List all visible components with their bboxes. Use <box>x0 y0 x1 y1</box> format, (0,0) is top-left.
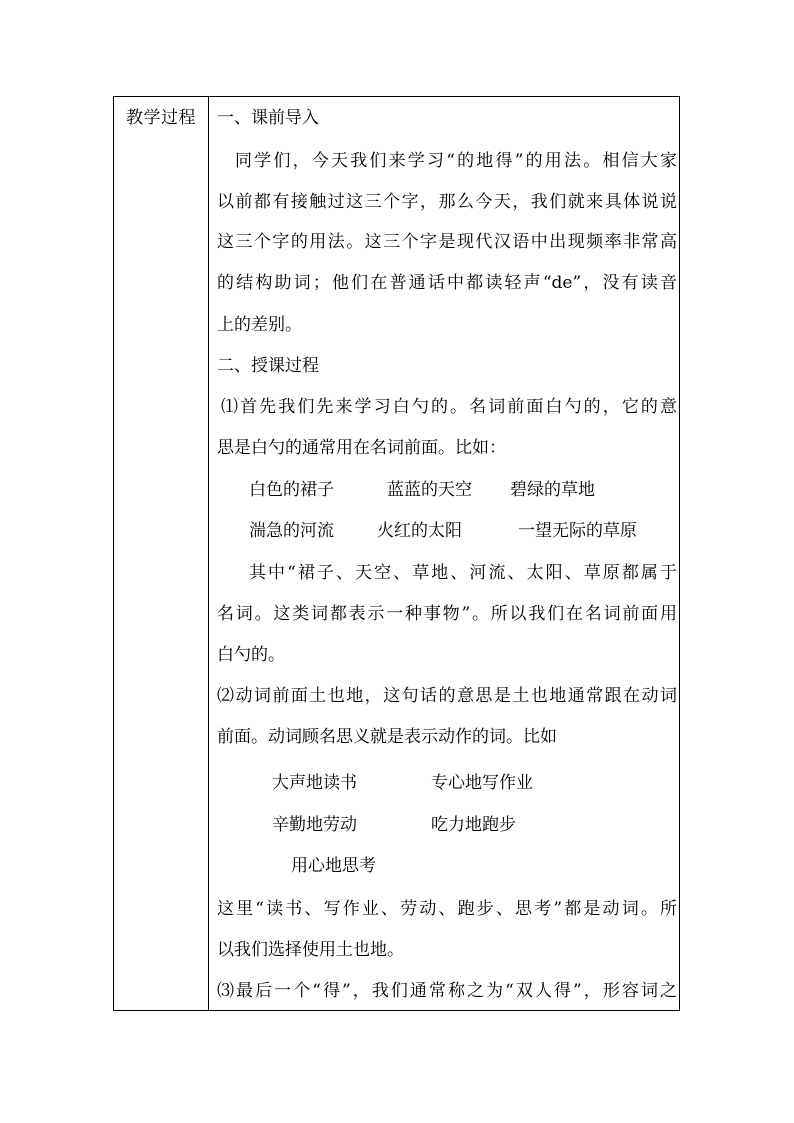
paragraph-line: 上的差别。 <box>217 315 302 335</box>
row-label-teaching-process: 教学过程 <box>126 108 196 128</box>
example-word: 辛勤地劳动 <box>272 815 357 835</box>
paragraph-line: ⑴首先我们先来学习白勺的。名词前面白勺的，它的意 <box>221 397 677 417</box>
section-heading-process: 二、授课过程 <box>217 356 319 376</box>
paragraph-line: 以前都有接触过这三个字，那么今天，我们就来具体说说 <box>217 192 677 212</box>
example-word: 一望无际的草原 <box>518 521 637 541</box>
paragraph-line: 这三个字的用法。这三个字是现代汉语中出现频率非常高 <box>217 232 677 252</box>
paragraph-line: 思是白勺的通常用在名词前面。比如： <box>217 438 506 458</box>
column-divider <box>208 97 209 1010</box>
example-word: 大声地读书 <box>272 773 357 793</box>
section-heading-intro: 一、课前导入 <box>217 108 319 128</box>
example-word: 吃力地跑步 <box>431 815 516 835</box>
paragraph-line: 名词。这类词都表示一种事物”。所以我们在名词前面用 <box>217 604 677 624</box>
paragraph-line: 同学们，今天我们来学习“的地得”的用法。相信大家 <box>235 151 677 171</box>
example-word: 专心地写作业 <box>431 773 533 793</box>
lesson-table <box>113 96 680 1011</box>
example-word: 碧绿的草地 <box>510 480 595 500</box>
example-word: 用心地思考 <box>291 856 376 876</box>
paragraph-line: ⑵动词前面土也地，这句话的意思是土也地通常跟在动词 <box>217 686 677 706</box>
paragraph-line: 这里“读书、写作业、劳动、跑步、思考”都是动词。所 <box>217 899 677 919</box>
example-word: 白色的裙子 <box>249 480 334 500</box>
paragraph-line: 前面。动词顾名思义就是表示动作的词。比如 <box>217 727 557 747</box>
paragraph-line: 其中“裙子、天空、草地、河流、太阳、草原都属于 <box>249 563 677 583</box>
paragraph-line: 的结构助词；他们在普通话中都读轻声“de”，没有读音 <box>217 273 677 293</box>
example-word: 蓝蓝的天空 <box>387 480 472 500</box>
example-word: 火红的太阳 <box>377 521 462 541</box>
paragraph-line: 白勺的。 <box>217 645 285 665</box>
paragraph-line: 以我们选择使用土也地。 <box>217 940 404 960</box>
example-word: 湍急的河流 <box>249 521 334 541</box>
paragraph-line: ⑶最后一个“得”，我们通常称之为“双人得”，形容词之 <box>217 981 677 1001</box>
